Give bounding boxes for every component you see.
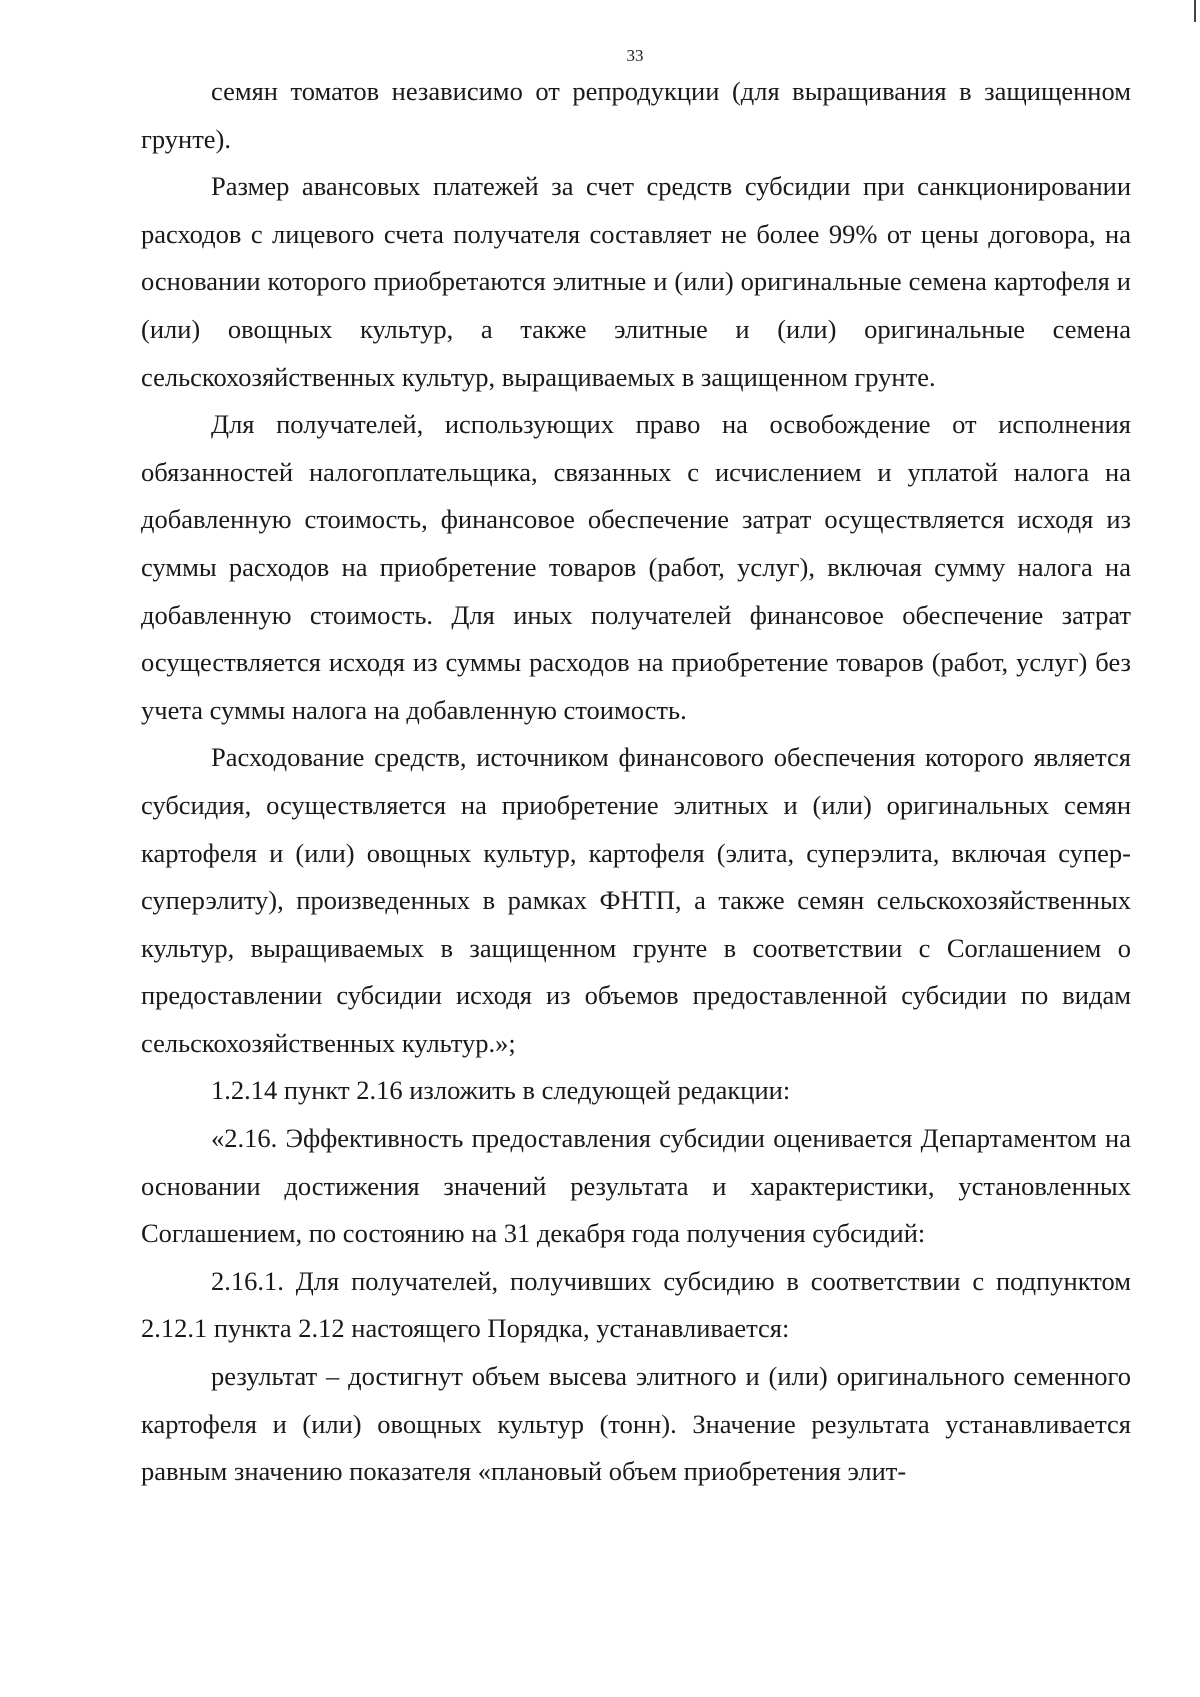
paragraph-continuation: семян томатов независимо от репродукции (для выращивания в защищенном грунте). [141, 76, 1131, 154]
paragraph-2-16-1: 2.16.1. Для получателей, получивших субсидию в соответствии с подпунктом 2.12.1 пункта 2.12 настоящего Порядка, устанавливается: [141, 1265, 1131, 1344]
scan-edge-mark [1194, 0, 1196, 22]
document-body [141, 68, 1131, 1496]
paragraph-vat-exemption: Для получателей, использующих право на освобождение от исполнения обязанностей налогоплательщика, связанных с исчислением и уплатой налога на добавленную стоимость, финансовое обеспечение затрат осуществляется исходя из суммы расходов на приобретение товаров (работ, услуг), включая сумму налога на добавленную стоимость. Для иных получателей финансовое обеспечение затрат осуществляется исходя из суммы расходов на приобретение товаров (работ, услуг) без учета суммы налога на добавленную стоимость. [141, 409, 1131, 725]
page-number: 33 [626, 46, 644, 65]
paragraph-2-16: «2.16. Эффективность предоставления субсидии оценивается Департаментом на основании достижения значений результата и характеристики, установленных Соглашением, по состоянию на 31 декабря года получения субсидий: [141, 1123, 1131, 1249]
paragraph-result: результат – достигнут объем высева элитного и (или) оригинального семенного картофеля и (или) овощных культур (тонн). Значение результата устанавливается равным значению показателя «плановый объем приобретения элит- [141, 1361, 1131, 1487]
paragraph-amendment-1-2-14: 1.2.14 пункт 2.16 изложить в следующей редакции: [211, 1075, 791, 1106]
paragraph-spending: Расходование средств, источником финансового обеспечения которого является субсидия, осуществляется на приобретение элитных и (или) оригинальных семян картофеля и (или) овощных культур, картофеля (элита, суперэлита, включая супер-суперэлиту), произведенных в рамках ФНТП, а также семян сельскохозяйственных культур, выращиваемых в защищенном грунте в соответствии с Соглашением о предоставлении субсидии исходя из объемов предоставленной субсидии по видам сельскохозяйственных культур.»; [141, 742, 1131, 1058]
paragraph-advance-payments: Размер авансовых платежей за счет средств субсидии при санкционировании расходов с лицевого счета получателя составляет не более 99% от цены договора, на основании которого приобретаются элитные и (или) оригинальные семена картофеля и (или) овощных культур, а также элитные и (или) оригинальные семена сельскохозяйственных культур, выращиваемых в защищенном грунте. [141, 171, 1131, 392]
